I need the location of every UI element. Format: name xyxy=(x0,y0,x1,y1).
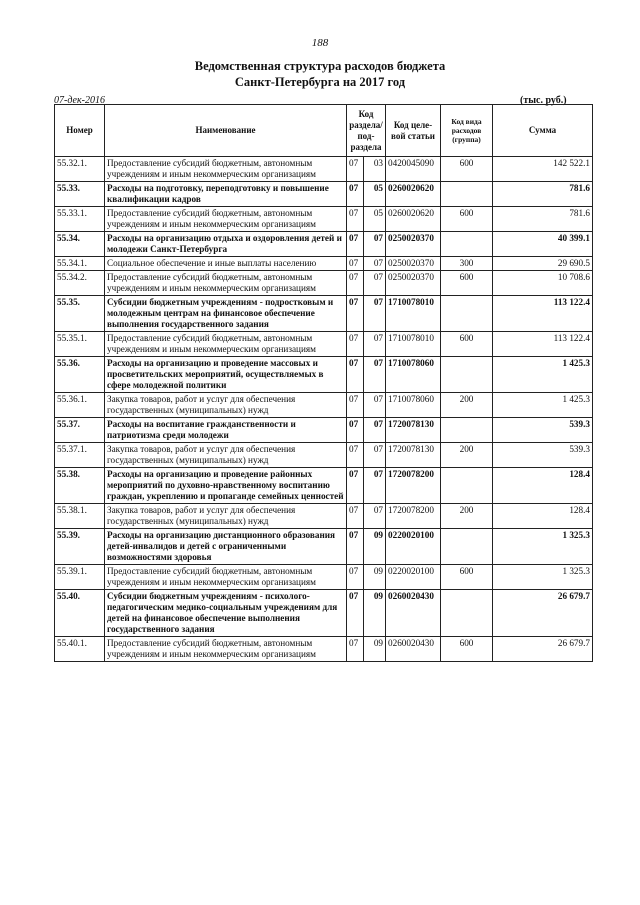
table-row xyxy=(55,296,593,332)
row-section-code: 07 xyxy=(347,590,364,637)
row-number: 55.34.1. xyxy=(55,257,105,271)
table-row xyxy=(55,565,593,590)
row-article-code: 0260020620 xyxy=(386,207,441,232)
row-number: 55.36. xyxy=(55,357,105,393)
row-expense-type xyxy=(441,468,493,504)
header-expense-type: Код вида расходов (группа) xyxy=(441,105,493,157)
budget-table xyxy=(54,104,593,662)
row-article-code: 1720078130 xyxy=(386,443,441,468)
table-row xyxy=(55,637,593,662)
row-subsection-code: 07 xyxy=(364,332,386,357)
row-amount: 29 690.5 xyxy=(493,257,593,271)
row-subsection-code: 09 xyxy=(364,529,386,565)
row-name: Предоставление субсидий бюджетным, автономным учреждениям и иным некоммерческим организациям xyxy=(105,157,347,182)
header-number: Номер xyxy=(55,105,105,157)
row-section-code: 07 xyxy=(347,271,364,296)
row-number: 55.37. xyxy=(55,418,105,443)
row-number: 55.32.1. xyxy=(55,157,105,182)
row-name: Расходы на организацию и проведение районных мероприятий по духовно-нравственному воспитанию граждан, укреплению и пропаганде семейных ценностей xyxy=(105,468,347,504)
header-section: Код раздела/ под-раздела xyxy=(347,105,386,157)
row-article-code: 0250020370 xyxy=(386,257,441,271)
row-expense-type: 600 xyxy=(441,207,493,232)
table-row xyxy=(55,232,593,257)
header-amount: Сумма xyxy=(493,105,593,157)
row-amount: 128.4 xyxy=(493,468,593,504)
table-row xyxy=(55,207,593,232)
row-section-code: 07 xyxy=(347,296,364,332)
row-number: 55.40.1. xyxy=(55,637,105,662)
table-row xyxy=(55,529,593,565)
row-name: Предоставление субсидий бюджетным, автономным учреждениям и иным некоммерческим организациям xyxy=(105,271,347,296)
row-name: Закупка товаров, работ и услуг для обеспечения государственных (муниципальных) нужд xyxy=(105,443,347,468)
row-expense-type: 200 xyxy=(441,504,493,529)
row-section-code: 07 xyxy=(347,182,364,207)
row-subsection-code: 07 xyxy=(364,271,386,296)
row-number: 55.40. xyxy=(55,590,105,637)
row-number: 55.35. xyxy=(55,296,105,332)
row-subsection-code: 07 xyxy=(364,232,386,257)
row-subsection-code: 07 xyxy=(364,296,386,332)
table-row xyxy=(55,418,593,443)
row-section-code: 07 xyxy=(347,157,364,182)
row-subsection-code: 09 xyxy=(364,565,386,590)
row-number: 55.37.1. xyxy=(55,443,105,468)
table-row xyxy=(55,357,593,393)
row-name: Закупка товаров, работ и услуг для обеспечения государственных (муниципальных) нужд xyxy=(105,393,347,418)
row-section-code: 07 xyxy=(347,418,364,443)
table-row xyxy=(55,443,593,468)
row-expense-type xyxy=(441,418,493,443)
row-subsection-code: 07 xyxy=(364,357,386,393)
row-amount: 113 122.4 xyxy=(493,332,593,357)
row-name: Расходы на организацию дистанционного образования детей-инвалидов и детей с ограниченными возможностями здоровья xyxy=(105,529,347,565)
row-section-code: 07 xyxy=(347,637,364,662)
header-article: Код целе-вой статьи xyxy=(386,105,441,157)
row-name: Предоставление субсидий бюджетным, автономным учреждениям и иным некоммерческим организациям xyxy=(105,332,347,357)
header-name: Наименование xyxy=(105,105,347,157)
row-number: 55.36.1. xyxy=(55,393,105,418)
row-number: 55.34. xyxy=(55,232,105,257)
row-expense-type xyxy=(441,182,493,207)
units-label: (тыс. руб.) xyxy=(520,95,567,106)
row-subsection-code: 07 xyxy=(364,418,386,443)
table-row xyxy=(55,504,593,529)
row-amount: 1 325.3 xyxy=(493,529,593,565)
row-subsection-code: 05 xyxy=(364,207,386,232)
row-amount: 142 522.1 xyxy=(493,157,593,182)
row-article-code: 0260020430 xyxy=(386,590,441,637)
row-section-code: 07 xyxy=(347,357,364,393)
row-article-code: 1710078010 xyxy=(386,296,441,332)
document-date: 07-дек-2016 xyxy=(54,95,105,106)
row-number: 55.39.1. xyxy=(55,565,105,590)
row-article-code: 0250020370 xyxy=(386,271,441,296)
row-name: Закупка товаров, работ и услуг для обеспечения государственных (муниципальных) нужд xyxy=(105,504,347,529)
row-article-code: 1720078200 xyxy=(386,504,441,529)
table-header-row xyxy=(55,105,593,157)
row-article-code: 0220020100 xyxy=(386,565,441,590)
row-number: 55.39. xyxy=(55,529,105,565)
row-expense-type xyxy=(441,232,493,257)
row-amount: 539.3 xyxy=(493,418,593,443)
row-subsection-code: 07 xyxy=(364,257,386,271)
table-row xyxy=(55,332,593,357)
row-name: Расходы на подготовку, переподготовку и повышение квалификации кадров xyxy=(105,182,347,207)
row-amount: 1 425.3 xyxy=(493,357,593,393)
row-expense-type xyxy=(441,296,493,332)
row-number: 55.38. xyxy=(55,468,105,504)
row-subsection-code: 09 xyxy=(364,590,386,637)
row-subsection-code: 05 xyxy=(364,182,386,207)
row-amount: 539.3 xyxy=(493,443,593,468)
row-section-code: 07 xyxy=(347,393,364,418)
row-expense-type: 200 xyxy=(441,393,493,418)
page-title xyxy=(0,58,640,90)
row-number: 55.33.1. xyxy=(55,207,105,232)
row-amount: 26 679.7 xyxy=(493,590,593,637)
row-section-code: 07 xyxy=(347,468,364,504)
table-row xyxy=(55,590,593,637)
row-article-code: 0260020620 xyxy=(386,182,441,207)
row-number: 55.38.1. xyxy=(55,504,105,529)
row-amount: 26 679.7 xyxy=(493,637,593,662)
row-amount: 1 325.3 xyxy=(493,565,593,590)
row-expense-type: 600 xyxy=(441,332,493,357)
row-section-code: 07 xyxy=(347,504,364,529)
row-number: 55.33. xyxy=(55,182,105,207)
row-expense-type: 300 xyxy=(441,257,493,271)
row-name: Предоставление субсидий бюджетным, автономным учреждениям и иным некоммерческим организациям xyxy=(105,565,347,590)
row-section-code: 07 xyxy=(347,257,364,271)
row-article-code: 0260020430 xyxy=(386,637,441,662)
row-subsection-code: 07 xyxy=(364,468,386,504)
row-section-code: 07 xyxy=(347,332,364,357)
row-subsection-code: 07 xyxy=(364,393,386,418)
row-expense-type xyxy=(441,357,493,393)
row-name: Расходы на организацию и проведение массовых и просветительских мероприятий, осуществляемых в сфере молодежной политики xyxy=(105,357,347,393)
title-line-2: Санкт-Петербурга на 2017 год xyxy=(234,75,406,89)
page-number: 188 xyxy=(311,37,329,49)
table-row xyxy=(55,257,593,271)
row-article-code: 1720078130 xyxy=(386,418,441,443)
row-section-code: 07 xyxy=(347,529,364,565)
row-amount: 10 708.6 xyxy=(493,271,593,296)
table-body xyxy=(55,157,593,662)
row-subsection-code: 09 xyxy=(364,637,386,662)
row-expense-type xyxy=(441,590,493,637)
row-name: Расходы на организацию отдыха и оздоровления детей и молодежи Санкт-Петербурга xyxy=(105,232,347,257)
row-name: Субсидии бюджетным учреждениям - подростковым и молодежным центрам на финансовое обеспечение выполнения государственного задания xyxy=(105,296,347,332)
row-article-code: 0420045090 xyxy=(386,157,441,182)
row-name: Социальное обеспечение и иные выплаты населению xyxy=(105,257,347,271)
row-amount: 40 399.1 xyxy=(493,232,593,257)
row-subsection-code: 07 xyxy=(364,443,386,468)
row-article-code: 1720078200 xyxy=(386,468,441,504)
row-name: Расходы на воспитание гражданственности и патриотизма среди молодежи xyxy=(105,418,347,443)
row-article-code: 1710078060 xyxy=(386,357,441,393)
table-row xyxy=(55,182,593,207)
row-section-code: 07 xyxy=(347,443,364,468)
row-name: Субсидии бюджетным учреждениям - психолого-педагогическим медико-социальным учреждениям для детей на финансовое обеспечение выполнения государственного задания xyxy=(105,590,347,637)
row-amount: 781.6 xyxy=(493,207,593,232)
row-name: Предоставление субсидий бюджетным, автономным учреждениям и иным некоммерческим организациям xyxy=(105,207,347,232)
table-row xyxy=(55,271,593,296)
row-article-code: 1710078010 xyxy=(386,332,441,357)
row-expense-type xyxy=(441,529,493,565)
row-name: Предоставление субсидий бюджетным, автономным учреждениям и иным некоммерческим организациям xyxy=(105,637,347,662)
row-subsection-code: 07 xyxy=(364,504,386,529)
row-section-code: 07 xyxy=(347,565,364,590)
row-expense-type: 200 xyxy=(441,443,493,468)
row-expense-type: 600 xyxy=(441,157,493,182)
row-expense-type: 600 xyxy=(441,565,493,590)
row-section-code: 07 xyxy=(347,207,364,232)
row-amount: 781.6 xyxy=(493,182,593,207)
row-article-code: 0220020100 xyxy=(386,529,441,565)
row-amount: 128.4 xyxy=(493,504,593,529)
row-amount: 113 122.4 xyxy=(493,296,593,332)
row-number: 55.34.2. xyxy=(55,271,105,296)
row-amount: 1 425.3 xyxy=(493,393,593,418)
row-section-code: 07 xyxy=(347,232,364,257)
title-line-1: Ведомственная структура расходов бюджета xyxy=(194,59,446,73)
table-row xyxy=(55,468,593,504)
row-article-code: 1710078060 xyxy=(386,393,441,418)
row-number: 55.35.1. xyxy=(55,332,105,357)
row-expense-type: 600 xyxy=(441,637,493,662)
table-row xyxy=(55,157,593,182)
row-subsection-code: 03 xyxy=(364,157,386,182)
row-expense-type: 600 xyxy=(441,271,493,296)
table-row xyxy=(55,393,593,418)
row-article-code: 0250020370 xyxy=(386,232,441,257)
